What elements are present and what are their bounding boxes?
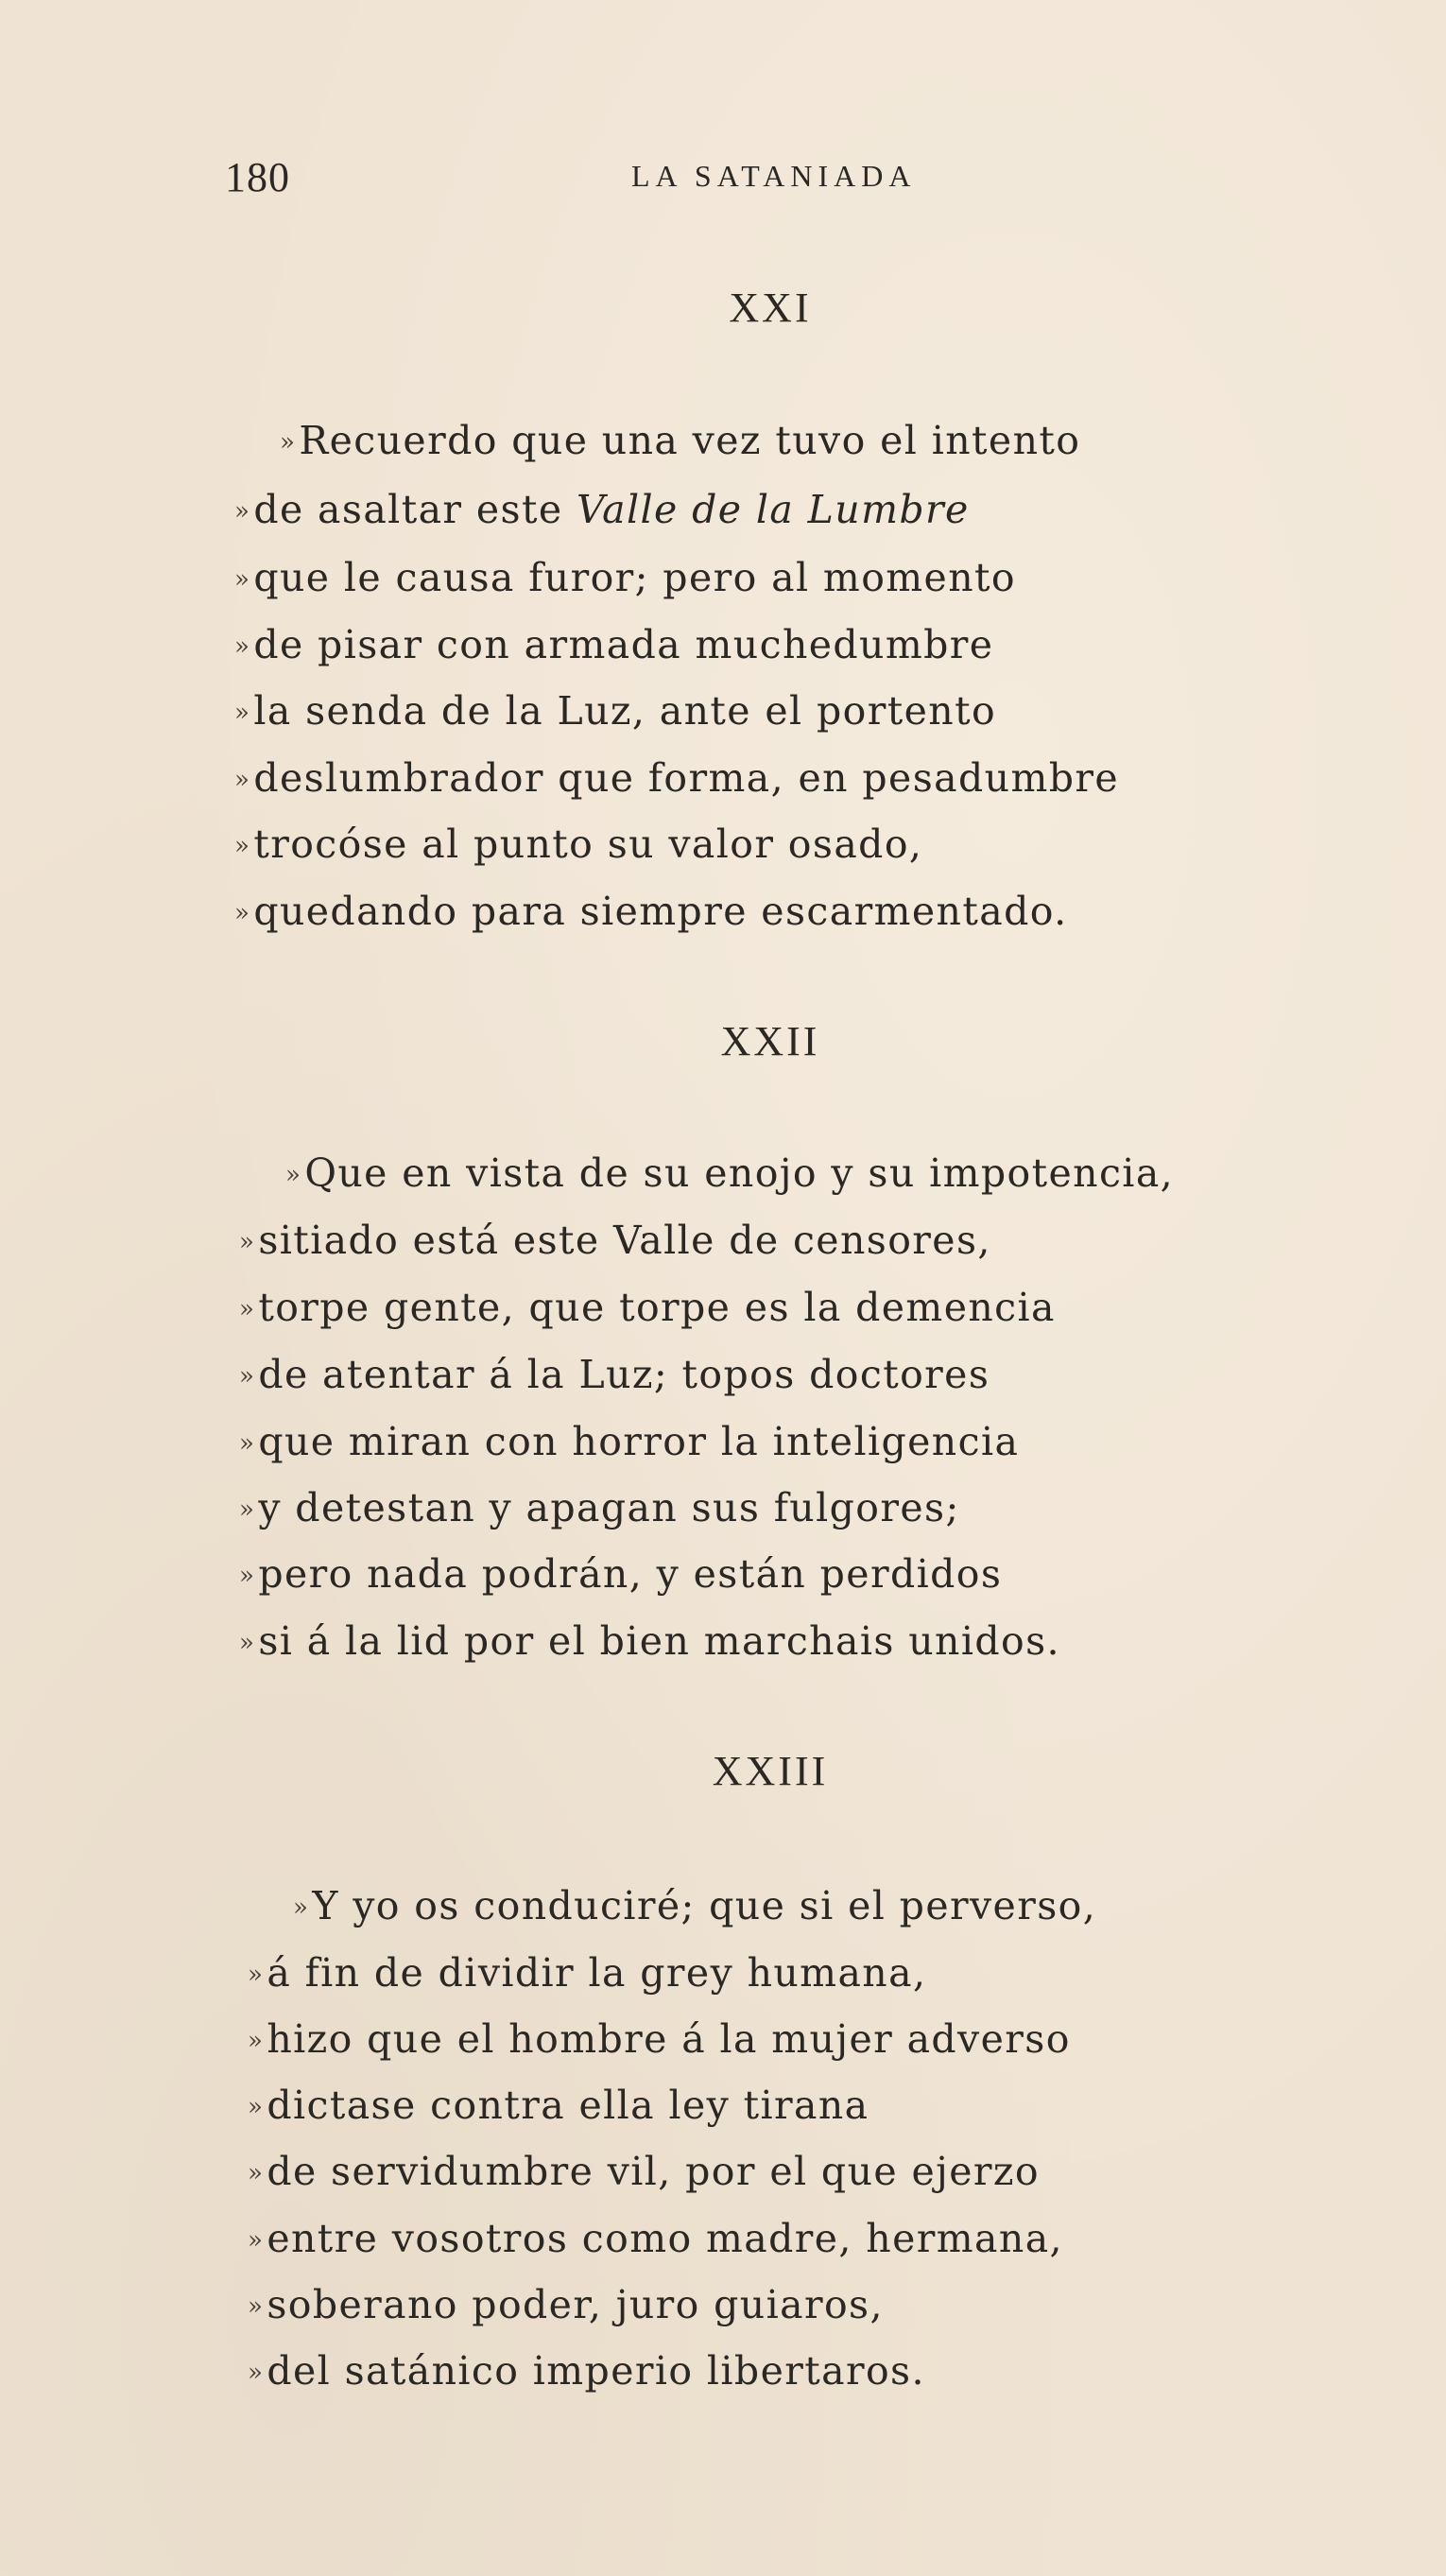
- verse-line: »pero nada podrán, y están perdidos: [239, 1551, 1003, 1597]
- verse-line: »y detestan y apagan sus fulgores;: [239, 1485, 960, 1530]
- verse-line: »dictase contra ella ley tirana: [248, 2083, 869, 2128]
- verse-line: »Y yo os conduciré; que si el perverso,: [293, 1883, 1097, 1928]
- verse-line: »Recuerdo que una vez tuvo el intento: [280, 418, 1081, 463]
- verse-line: »que miran con horror la inteligencia: [239, 1419, 1020, 1464]
- stanza-number: XXIII: [712, 1748, 829, 1794]
- verse-line: »de atentar á la Luz; topos doctores: [239, 1352, 990, 1397]
- verse-line: »Que en vista de su enojo y su impotencia,: [285, 1150, 1175, 1196]
- verse-line: »deslumbrador que forma, en pesadumbre: [234, 755, 1120, 801]
- verse-line: »que le causa furor; pero al momento: [234, 555, 1016, 600]
- verse-line: »del satánico imperio libertaros.: [248, 2348, 925, 2394]
- running-head: [0, 153, 1446, 200]
- verse-line: »entre vosotros como madre, hermana,: [248, 2216, 1063, 2261]
- verse-line: »quedando para siempre escarmentado.: [234, 889, 1068, 934]
- verse-line: »si á la lid por el bien marchais unidos.: [239, 1618, 1060, 1664]
- verse-line: »la senda de la Luz, ante el portento: [234, 688, 997, 734]
- verse-line: »de pisar con armada muchedumbre: [234, 622, 994, 667]
- verse-line: »á fin de dividir la grey humana,: [248, 1950, 927, 1996]
- verse-line: »torpe gente, que torpe es la demencia: [239, 1285, 1056, 1330]
- verse-line: »de servidumbre vil, por el que ejerzo: [248, 2149, 1040, 2194]
- verse-line: »trocóse al punto su valor osado,: [234, 821, 923, 867]
- verse-line: »soberano poder, juro guiaros,: [248, 2282, 884, 2327]
- stanza-number: XXI: [729, 285, 812, 331]
- verse-line: »sitiado está este Valle de censores,: [239, 1218, 991, 1263]
- stanza-number: XXII: [720, 1018, 820, 1064]
- verse-line: »de asaltar este Valle de la Lumbre: [234, 487, 970, 532]
- page-number: 180: [225, 154, 290, 200]
- running-title: LA SATANIADA: [631, 159, 917, 193]
- verse-line: »hizo que el hombre á la mujer adverso: [248, 2016, 1071, 2062]
- italic-phrase: Valle de la Lumbre: [576, 487, 970, 532]
